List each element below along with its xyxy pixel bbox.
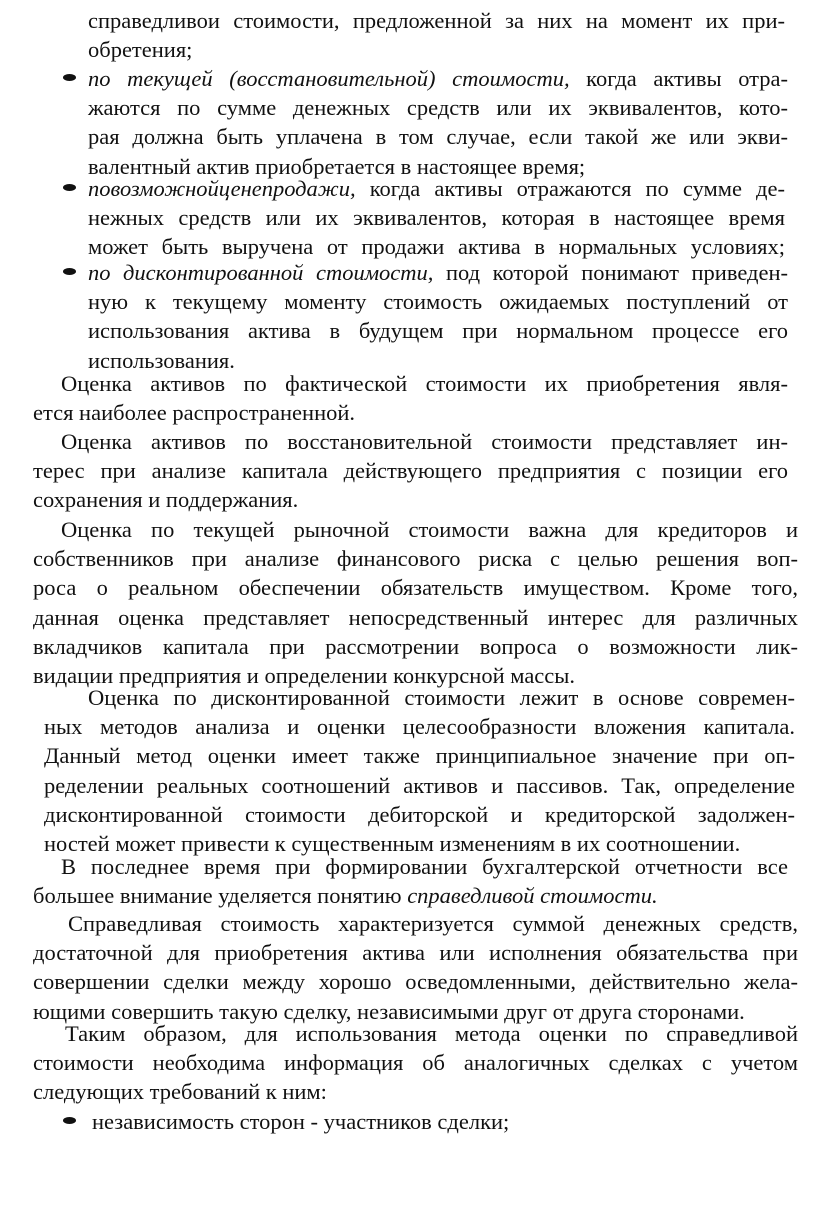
paragraph [33,909,798,1026]
text-line: совершении сделки между хорошо осведомленными, действительно жела- [33,969,798,995]
text-line: нежных средств или их эквивалентов, которая в настоящее время [88,205,785,231]
text-line: справедливои стоимости, предложенной за них на момент их при- [88,8,785,33]
bullet-icon [63,268,76,275]
bullet-icon [63,1117,76,1124]
text-line: стоимости необходима информация об аналогичных сделках с учетом [33,1050,798,1076]
text-line: ющими совершить такую сделку, независимыми друг от друга сторонами. [33,998,745,1024]
paragraph [44,683,795,858]
bullet-icon [63,74,76,81]
text-line: следующих требований к ним: [33,1079,327,1105]
text-line: ределении реальных соотношений активов и пассивов. Так, определение [44,772,795,798]
text-line [33,881,788,910]
text-line: Таким образом, для использования метода оценки по справедливой [65,1021,798,1046]
text-line: Справедливая стоимость характеризуется суммой денежных средств, [68,911,798,936]
text-line: вкладчиков капитала при рассмотрении вопроса о возможности лик- [33,633,798,659]
paragraph [33,369,788,427]
text-line: достаточной для приобретения актива или исполнения обязательства при [33,940,798,966]
text-line: видации предприятия и определении конкурсной массы. [33,663,576,689]
text-line: дисконтированной стоимости дебиторской и кредиторской задолжен- [44,801,795,827]
emphasis-term: справедливой стоимости. [407,883,658,909]
bullet-item-replacement-cost [88,64,788,181]
text-line: может быть выручена от продажи актива в нормальных условиях; [88,234,785,260]
text-line: Оценка по дисконтированной стоимости лежит в основе современ- [88,685,795,710]
text-span: большее внимание уделяется понятию [33,883,408,909]
text-line [88,64,788,93]
text-line [88,258,788,287]
text-line: В последнее время при формировании бухгалтерской отчетности все [61,854,788,879]
text-line: данная оценка представляет непосредственный интерес для различных [33,604,798,630]
bullet-icon [63,184,76,191]
bullet-item-discounted-value [88,258,788,375]
text-span: под которой понимают приведен- [433,260,788,285]
text-line: валентный актив приобретается в настоящее время; [88,153,586,179]
text-line: использования актива в будущем при нормальном процессе его [88,318,788,344]
text-line: ностей может привести к существенным изменениям в их соотношении. [44,831,741,857]
top-fragment [88,6,785,64]
text-line [88,174,785,203]
text-line: использования. [88,347,235,373]
text-line: Оценка активов по фактической стоимости их приобретения явля- [61,371,788,396]
text-line: ную к текущему моменту стоимость ожидаемых поступлений от [88,289,788,315]
paragraph [33,1019,798,1107]
text-line: собственников при анализе финансового риска с целью решения воп- [33,546,798,572]
text-line: обретения; [88,37,193,63]
text-line: Оценка по текущей рыночной стоимости важна для кредиторов и [61,517,798,542]
text-line: ных методов анализа и оценки целесообразности вложения капитала. [44,714,795,740]
emphasis-term: по дисконтированной стоимости, [88,260,434,285]
paragraph [33,515,798,690]
text-line: роса о реальном обеспечении обязательств имуществом. Кроме того, [33,575,798,601]
text-line: жаются по сумме денежных средств или их эквивалентов, кото- [88,95,788,121]
text-line: ется наиболее распространенной. [33,400,356,426]
text-span: когда активы отражаются по сумме де- [355,176,785,201]
paragraph [33,427,788,515]
emphasis-term: повозможнойценепродажи, [88,176,356,201]
text-line: Оценка активов по восстановительной стоимости представляет ин- [61,429,788,454]
bullet-item-independence [92,1107,692,1136]
text-line: рая должна быть уплачена в том случае, если такой же или экви- [88,124,788,150]
text-line: Данный метод оценки имеет также принципиальное значение при оп- [44,743,795,769]
paragraph [33,852,788,910]
bullet-item-sale-price [88,174,785,262]
text-span: когда активы отра- [569,66,788,91]
text-line: сохранения и поддержания. [33,487,299,513]
text-line: терес при анализе капитала действующего предприятия с позиции его [33,458,788,484]
emphasis-term: по текущей (восстановительной) стоимости, [88,66,570,91]
text-line: независимость сторон - участников сделки; [92,1109,510,1134]
